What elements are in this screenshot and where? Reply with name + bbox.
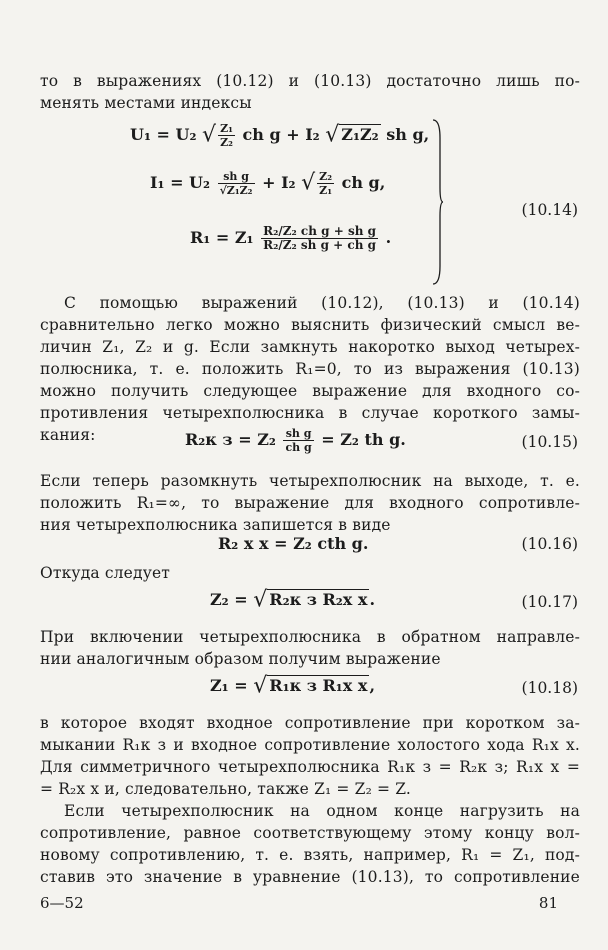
equation-number: (10.14) [521, 201, 578, 219]
text-line: личин Z₁, Z₂ и g. Если замкнуть накоротко выход четырех- [40, 338, 580, 356]
text-line: Если четырехполюсник на одном конце нагрузить на [64, 802, 580, 820]
equation-10-16: R₂ х х = Z₂ cth g. [218, 534, 369, 553]
text-line: в которое входят входное сопротивление при коротком за- [40, 714, 580, 732]
text-line: новому сопротивлению, т. е. взять, например, R₁ = Z₁, под- [40, 846, 580, 864]
equation-10-15: R₂к з = Z₂ $\frac{\text{sh g}}{\text{ch g}}$ = Z₂ th g. [185, 427, 406, 454]
text-line: можно получить следующее выражение для входного со- [40, 382, 580, 400]
text-line: кания: [40, 426, 96, 444]
text-line: нии аналогичным образом получим выражение [40, 650, 441, 668]
text-line: Для симметричного четырехполюсника R₁к з = R₂к з; R₁х х = [40, 758, 580, 776]
text-line: Если теперь разомкнуть четырехполюсник на выходе, т. е. [40, 472, 580, 490]
text-line: полюсника, т. е. положить R₁=0, то из выражения (10.13) [40, 360, 580, 378]
equation-number: (10.17) [521, 593, 578, 611]
equation-number: (10.16) [521, 535, 578, 553]
text-line: = R₂х х и, следовательно, также Z₁ = Z₂ = Z. [40, 780, 411, 798]
equation-10-14-row3: R₁ = Z₁ $\frac{\text{R₂/Z₂ ch g + sh g}}{\text{R₂/Z₂ sh g + ch g}}$ . [190, 224, 392, 252]
equation-10-17: Z₂ = √ R₂к з R₂х х . [210, 587, 376, 613]
text-line: то в выражениях (10.12) и (10.13) достаточно лишь по- [40, 72, 580, 90]
text-line: противления четырехполюсника в случае короткого замы- [40, 404, 580, 422]
right-brace-icon [432, 118, 444, 286]
equation-number: (10.15) [521, 433, 578, 451]
text-line: ния четырехполюсника запишется в виде [40, 516, 391, 534]
text-line: ставив это значение в уравнение (10.13), то сопротивление [40, 868, 580, 886]
text-line: сопротивление, равное соответствующему этому концу вол- [40, 824, 580, 842]
text-line: менять местами индексы [40, 94, 252, 112]
text-line: мыкании R₁к з и входное сопротивление холостого хода R₁х х. [40, 736, 580, 754]
text-line: При включении четырехполюсника в обратном направле- [40, 628, 580, 646]
text-line: сравнительно легко можно выяснить физический смысл ве- [40, 316, 580, 334]
page-number: 81 [538, 894, 558, 912]
text-line: положить R₁=∞, то выражение для входного сопротивле- [40, 494, 580, 512]
text-line: Откуда следует [40, 564, 171, 582]
equation-10-14-row1: U₁ = U₂ √ $\frac{\text{Z₁}}{\text{Z₂}}$ ch g + I₂ √ Z₁Z₂ sh g, [130, 122, 430, 149]
equation-number: (10.18) [521, 679, 578, 697]
text-line: С помощью выражений (10.12), (10.13) и (10.14) [64, 294, 580, 312]
equation-10-18: Z₁ = √ R₁к з R₁х х , [210, 673, 376, 699]
signature-mark: 6—52 [40, 894, 84, 912]
equation-10-14-row2: I₁ = U₂ $\frac{\text{sh g}}{\text{√Z₁Z₂}}$ + I₂ √ $\frac{\text{Z₂}}{\text{Z₁}}$ ch g, [150, 170, 386, 197]
